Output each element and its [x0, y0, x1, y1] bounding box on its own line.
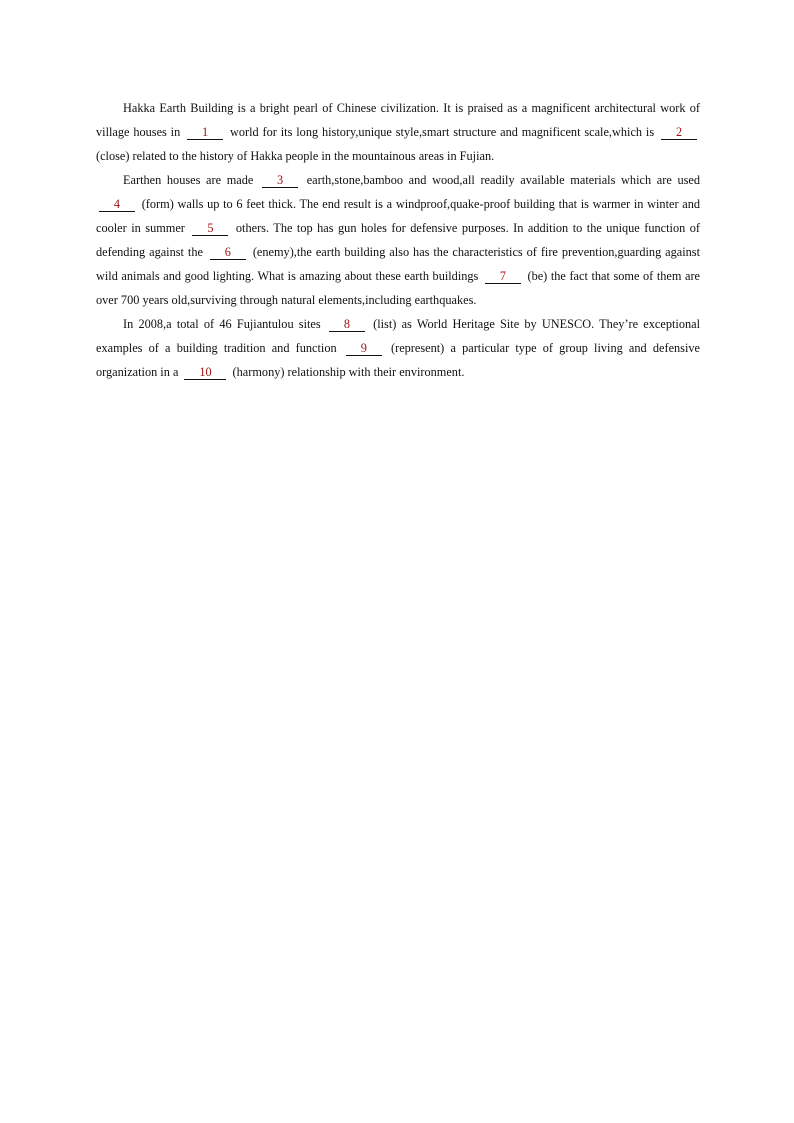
blank-2: 2 [661, 125, 697, 140]
blank-4: 4 [99, 197, 135, 212]
text-run: (harmony) relationship with their environment. [229, 365, 465, 379]
paragraph-1 [96, 96, 700, 168]
text-run: others. The top has gun holes for defensive purposes. In addition to the unique function of defending against the [96, 221, 700, 259]
text-run: In 2008,a total of 46 Fujiantulou sites [123, 317, 326, 331]
text-run: (enemy),the earth building also has the characteristics of fire prevention,guarding against wild animals and good lighting. What is amazing about these earth buildings [96, 245, 700, 283]
text-run: (close) related to the history of Hakka people in the mountainous areas in Fujian. [96, 149, 495, 163]
text-run: world for its long history,unique style,smart structure and magnificent scale,which is [226, 125, 659, 139]
passage-text [96, 96, 700, 384]
blank-1: 1 [187, 125, 223, 140]
blank-10: 10 [184, 365, 226, 380]
text-run: Earthen houses are made [123, 173, 260, 187]
blank-5: 5 [192, 221, 228, 236]
text-run: (list) as World Heritage Site by UNESCO. They’re exceptional examples of a building tradition and function [96, 317, 700, 355]
blank-9: 9 [346, 341, 382, 356]
text-run: earth,stone,bamboo and wood,all readily available materials which are used [301, 173, 700, 187]
text-run: (be) the fact that some of them are over 700 years old,surviving through natural elements,including earthquakes. [96, 269, 700, 307]
blank-6: 6 [210, 245, 246, 260]
paragraph-3 [96, 312, 700, 384]
paragraph-2 [96, 168, 700, 312]
text-run: Hakka Earth Building is a bright pearl of Chinese civilization. It is praised as a magnificent architectural work of village houses in [96, 101, 700, 139]
blank-7: 7 [485, 269, 521, 284]
text-run: (form) walls up to 6 feet thick. The end result is a windproof,quake-proof building that is warmer in winter and cooler in summer [96, 197, 700, 235]
text-run: (represent) a particular type of group living and defensive organization in a [96, 341, 700, 379]
blank-8: 8 [329, 317, 365, 332]
blank-3: 3 [262, 173, 298, 188]
